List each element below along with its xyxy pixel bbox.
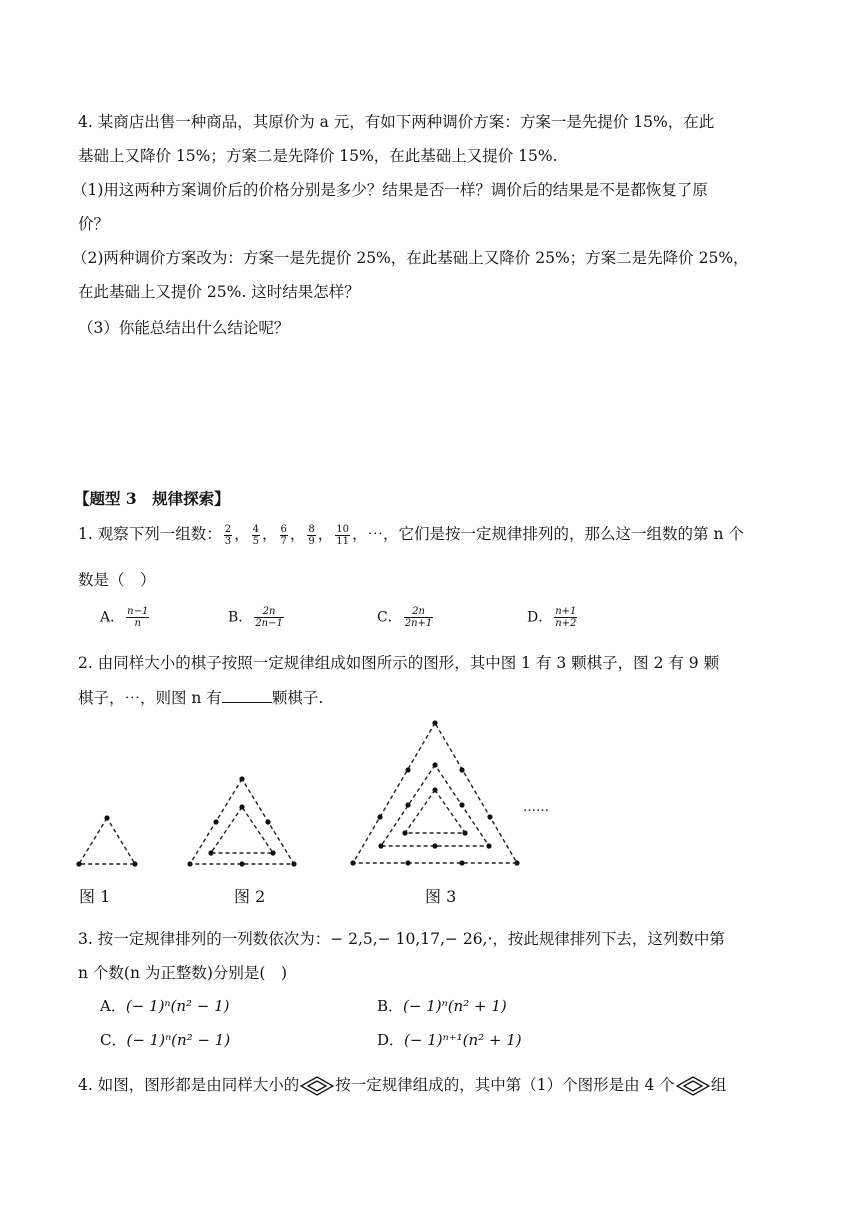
- q1-lead: 1. 观察下列一组数：: [78, 525, 222, 543]
- diamond-tile-icon: [300, 1076, 334, 1096]
- section-heading: 【题型 3 规律探索】: [74, 489, 230, 508]
- q3-line1: 3. 按一定规律排列的一列数依次为：− 2,5,− 10,17,− 26,·，按此规律排列下去，这列数中第: [78, 930, 725, 948]
- q1-option-d: D． $\frac{n+1}{n+2}$: [527, 606, 577, 629]
- diamond-tile-icon: [676, 1076, 710, 1096]
- q1-option-b: B． $\frac{2n}{2n-1}$: [228, 606, 283, 629]
- q4-line1: 4. 如图，图形都是由同样大小的 按一定规律组成的，其中第（1）个图形是由 4 个 组: [78, 1076, 727, 1094]
- q1-line1: 1. 观察下列一组数： $\frac{2}{3}$ ， $\frac{4}{5}$ ， $\frac{6}{7}$ ， $\frac{8}{9}$ ， $\frac{10}{11}$ ，⋯，它们是按一定规律排列的，那么这一组数的第 n 个: [78, 523, 744, 547]
- q1-option-a: A． $\frac{n-1}{n}$: [100, 606, 149, 629]
- problem4-line5: （2)两种调价方案改为：方案一是先提价 25%，在此基础上又降价 25%；方案二是先降价 25%，: [72, 249, 749, 267]
- q1-tail: ，⋯，它们是按一定规律排列的，那么这一组数的第 n 个: [352, 525, 744, 543]
- q1-line2: 数是（ ）: [78, 571, 156, 589]
- figure-label-3: 图 3: [425, 887, 457, 906]
- figure-label-2: 图 2: [234, 887, 266, 906]
- figure-label-1: 图 1: [79, 887, 111, 906]
- q1-frac: $\frac{6}{7}$: [280, 523, 287, 547]
- q3-option-c: C．(− 1)ⁿ(n² − 1): [100, 1031, 231, 1049]
- problem4-line6: 在此基础上又提价 25%. 这时结果怎样？: [78, 283, 360, 301]
- q1-option-c: C． $\frac{2n}{2n+1}$: [377, 606, 433, 629]
- q3-option-d: D．(− 1)ⁿ⁺¹(n² + 1): [377, 1031, 522, 1049]
- q1-frac: $\frac{10}{11}$: [336, 523, 350, 547]
- problem4-line1: 4. 某商店出售一种商品，其原价为 a 元，有如下两种调价方案：方案一是先提价 15%，在此: [78, 113, 715, 131]
- q3-option-b: B．(− 1)ⁿ(n² + 1): [377, 997, 507, 1015]
- q1-frac: $\frac{4}{5}$: [252, 523, 259, 547]
- figure-ellipsis: ……: [523, 800, 549, 815]
- q1-frac: $\frac{2}{3}$: [224, 523, 232, 547]
- problem4-line7: （3）你能总结出什么结论呢？: [78, 319, 290, 337]
- q2-line1: 2. 由同样大小的棋子按照一定规律组成如图所示的图形，其中图 1 有 3 颗棋子，图 2 有 9 颗: [78, 654, 720, 672]
- problem4-line4: 价？: [78, 215, 110, 233]
- q3-option-a: A．(− 1)ⁿ(n² − 1): [100, 997, 230, 1015]
- problem4-line2: 基础上又降价 15%；方案二是先降价 15%，在此基础上又提价 15%.: [78, 147, 558, 165]
- q1-frac: $\frac{8}{9}$: [308, 523, 315, 547]
- q3-line2: n 个数(n 为正整数)分别是( ): [78, 964, 288, 982]
- problem4-line3: （1)用这两种方案调价后的价格分别是多少？结果是否一样？调价后的结果是不是都恢复了原: [72, 181, 708, 199]
- q2-line2: 棋子，⋯，则图 n 有 颗棋子.: [78, 689, 324, 707]
